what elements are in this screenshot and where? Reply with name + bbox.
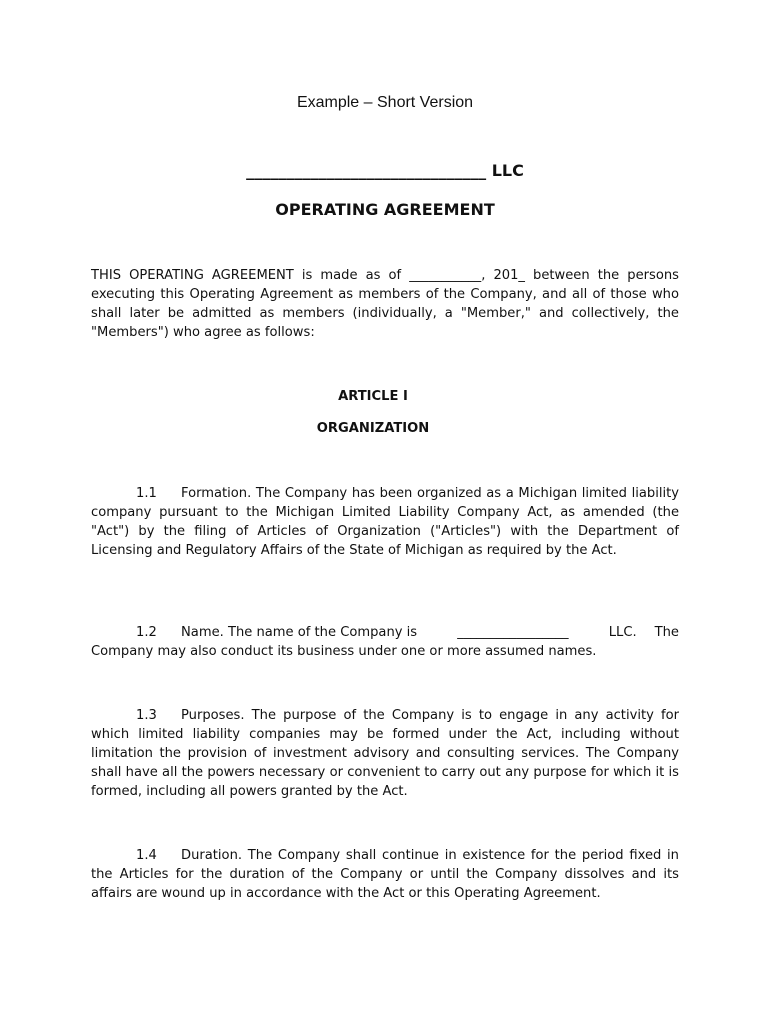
section-text-continued: The (654, 625, 679, 640)
section-text: Duration. The Company shall continue in existence for the period fixed in the Articles for the duration of the Company or until the Company dissolves and its affairs are wound up in accordance with the Act or this Operating Agreement. (91, 848, 679, 902)
llc-suffix (609, 623, 679, 642)
section-1-4 (91, 846, 679, 903)
section-text: Formation. The Company has been organized as a Michigan limited liability company pursuant to the Michigan Limited Liability Company Act, as amended (the "Act") by the filing of Articles of Organization ("Articles") with the Department of Licensing and Regulatory Affairs of the State of Michigan as required by the Act. (91, 486, 679, 559)
company-name-blank: _________________ (457, 625, 569, 640)
section-number: 1.2 (136, 625, 157, 640)
article-number: ARTICLE I (338, 389, 408, 404)
company-name-line: ______________________________ LLC (246, 161, 524, 180)
intro-paragraph: THIS OPERATING AGREEMENT is made as of ___________, 201_ between the persons executing this Operating Agreement as members of the Company, and all of those who shall later be admitted as members (individually, a "Member," and collectively, the "Members") who agree as follows: (91, 268, 679, 341)
section-text-rest: Company may also conduct its business under one or more assumed names. (91, 644, 597, 660)
section-first-line (91, 623, 679, 642)
section-1-1 (91, 484, 679, 560)
section-text: Purposes. The purpose of the Company is to engage in any activity for which limited liability companies may be formed under the Act, including without limitation the provision of investment advisory and consulting services. The Company shall have all the powers necessary or convenient to carry out any purpose for which it is formed, including all powers granted by the Act. (91, 708, 679, 800)
section-text: Name. The name of the Company is (181, 625, 418, 640)
llc-text: LLC. (608, 625, 637, 640)
section-1-3 (91, 706, 679, 801)
section-lead (91, 623, 417, 642)
section-1-2 (91, 623, 679, 661)
article-heading: ORGANIZATION (316, 421, 430, 436)
section-number: 1.1 (136, 486, 157, 501)
section-number: 1.4 (136, 848, 157, 863)
section-number: 1.3 (136, 708, 157, 723)
document-title: OPERATING AGREEMENT (275, 200, 495, 219)
document-subtitle: Example – Short Version (296, 94, 474, 111)
